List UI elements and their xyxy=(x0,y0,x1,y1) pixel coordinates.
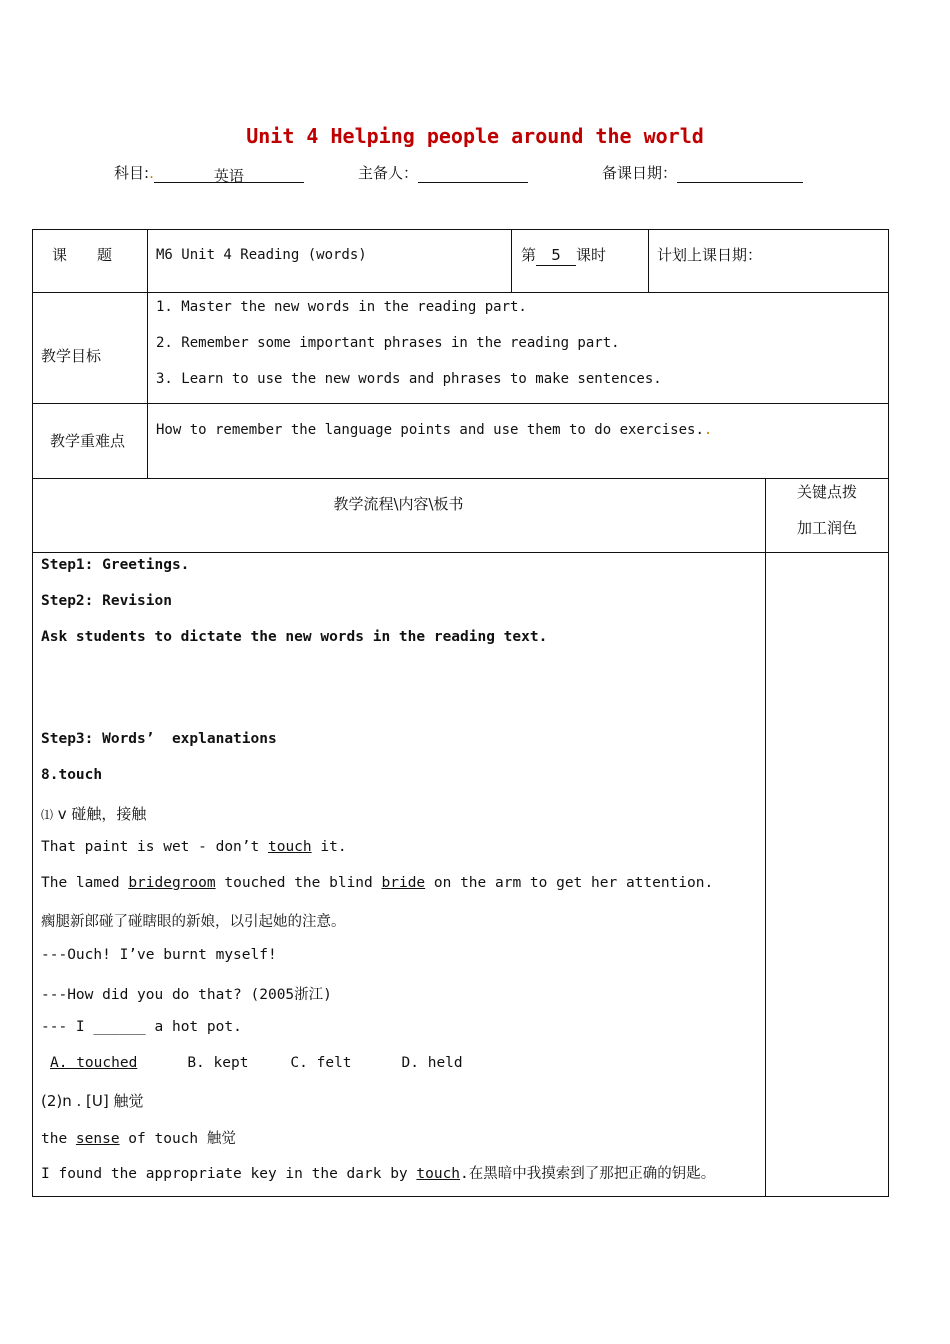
table-divider xyxy=(648,229,649,293)
lesson-prefix: 第 xyxy=(521,246,537,264)
step2-heading: Step2: Revision xyxy=(41,593,172,609)
objective-item: 2. Remember some important phrases in the reading part. xyxy=(156,335,620,351)
date-label: 备课日期： xyxy=(602,164,678,182)
sense1-line xyxy=(41,803,146,824)
table-divider xyxy=(765,478,766,1197)
table-divider xyxy=(32,292,889,293)
sense1-text: v 碰触，接触 xyxy=(53,805,147,823)
lesson-suffix: 课时 xyxy=(576,246,607,264)
table-divider xyxy=(32,478,889,479)
table-divider xyxy=(32,403,889,404)
plan-date-label: 计划上课日期： xyxy=(657,246,763,264)
date-field xyxy=(602,162,803,183)
underlined-word: bride xyxy=(381,875,426,891)
text-span: That paint is wet - don’t xyxy=(41,839,268,855)
example-translation: 瘸腿新郎碰了碰瞎眼的新娘，以引起她的注意。 xyxy=(41,914,346,930)
process-header: 教学流程\内容\板书 xyxy=(333,495,464,513)
underlined-word: bridegroom xyxy=(128,875,216,891)
date-blank xyxy=(677,165,803,183)
option-c: C. felt xyxy=(290,1055,352,1071)
dialogue-line xyxy=(41,1019,242,1035)
lesson-number: 5 xyxy=(536,245,576,266)
example-sentence xyxy=(41,839,347,855)
table-divider xyxy=(32,552,889,553)
subject-value: 英语 xyxy=(154,165,304,183)
option-d: D. held xyxy=(401,1055,463,1071)
key-header-1: 关键点拨 xyxy=(796,483,857,501)
mark-dot: . xyxy=(703,422,713,438)
preparer-field xyxy=(358,162,528,183)
answer-blank: ______ xyxy=(93,1019,146,1035)
step1-heading: Step1: Greetings. xyxy=(41,557,190,573)
example-sentence xyxy=(41,875,713,891)
topic-label: 课 题 xyxy=(52,246,113,264)
subject-field xyxy=(114,162,304,183)
text-span: the xyxy=(41,1131,76,1147)
difficulty-text: How to remember the language points and use them to do exercises. xyxy=(156,422,704,438)
table-border xyxy=(32,229,33,1197)
text-span: I found the appropriate key in the dark by xyxy=(41,1166,417,1182)
underlined-word: touch xyxy=(267,839,312,855)
step3-heading: Step3: Words’ explanations xyxy=(41,731,277,747)
text-span: a hot pot. xyxy=(145,1019,242,1035)
ask-instruction: Ask students to dictate the new words in the reading text. xyxy=(41,629,548,645)
option-a: A. touched xyxy=(50,1055,138,1071)
word-heading: 8.touch xyxy=(41,767,103,783)
mark-dot: . xyxy=(149,164,154,182)
key-header-2: 加工润色 xyxy=(796,519,857,537)
text-span: The lamed xyxy=(41,875,129,891)
table-border xyxy=(32,229,889,230)
preparer-label: 主备人： xyxy=(358,164,419,182)
answer-options xyxy=(50,1055,463,1071)
table-border xyxy=(32,1196,889,1197)
underlined-word: sense xyxy=(75,1131,120,1147)
table-divider xyxy=(511,229,512,293)
text-span: of touch 触觉 xyxy=(119,1131,236,1147)
subject-separator: : xyxy=(144,164,150,182)
text-span: on the arm to get her attention. xyxy=(425,875,714,891)
page-title: Unit 4 Helping people around the world xyxy=(246,124,704,148)
topic-value: M6 Unit 4 Reading (words) xyxy=(156,247,367,263)
difficulty-label: 教学重难点 xyxy=(50,432,126,450)
text-span: it. xyxy=(311,839,347,855)
dialogue-line: ---Ouch! I’ve burnt myself! xyxy=(41,947,277,963)
objective-item: 3. Learn to use the new words and phrases to make sentences. xyxy=(156,371,662,387)
sense1-number: ⑴ xyxy=(41,808,54,822)
subject-label: 科目 xyxy=(114,164,145,182)
lesson-plan-table xyxy=(32,229,889,1197)
dialogue-line: ---How did you do that? (2005浙江) xyxy=(41,987,332,1003)
option-b: B. kept xyxy=(187,1055,249,1071)
text-span: .在黑暗中我摸索到了那把正确的钥匙。 xyxy=(460,1166,716,1182)
text-span: --- I xyxy=(41,1019,94,1035)
example-sentence xyxy=(41,1127,236,1148)
sense2-text: (2)n . [U] 触觉 xyxy=(41,1092,144,1110)
example-sentence xyxy=(41,1162,715,1183)
preparer-blank xyxy=(418,165,528,183)
objectives-label: 教学目标 xyxy=(41,347,102,365)
underlined-word: touch xyxy=(416,1166,461,1182)
objective-item: 1. Master the new words in the reading part. xyxy=(156,299,527,315)
table-divider xyxy=(147,229,148,479)
difficulty-text-wrap xyxy=(156,420,712,440)
table-border xyxy=(888,229,889,1197)
text-span: touched the blind xyxy=(215,875,382,891)
lesson-number-field xyxy=(521,245,606,266)
sense2-line xyxy=(41,1090,144,1111)
